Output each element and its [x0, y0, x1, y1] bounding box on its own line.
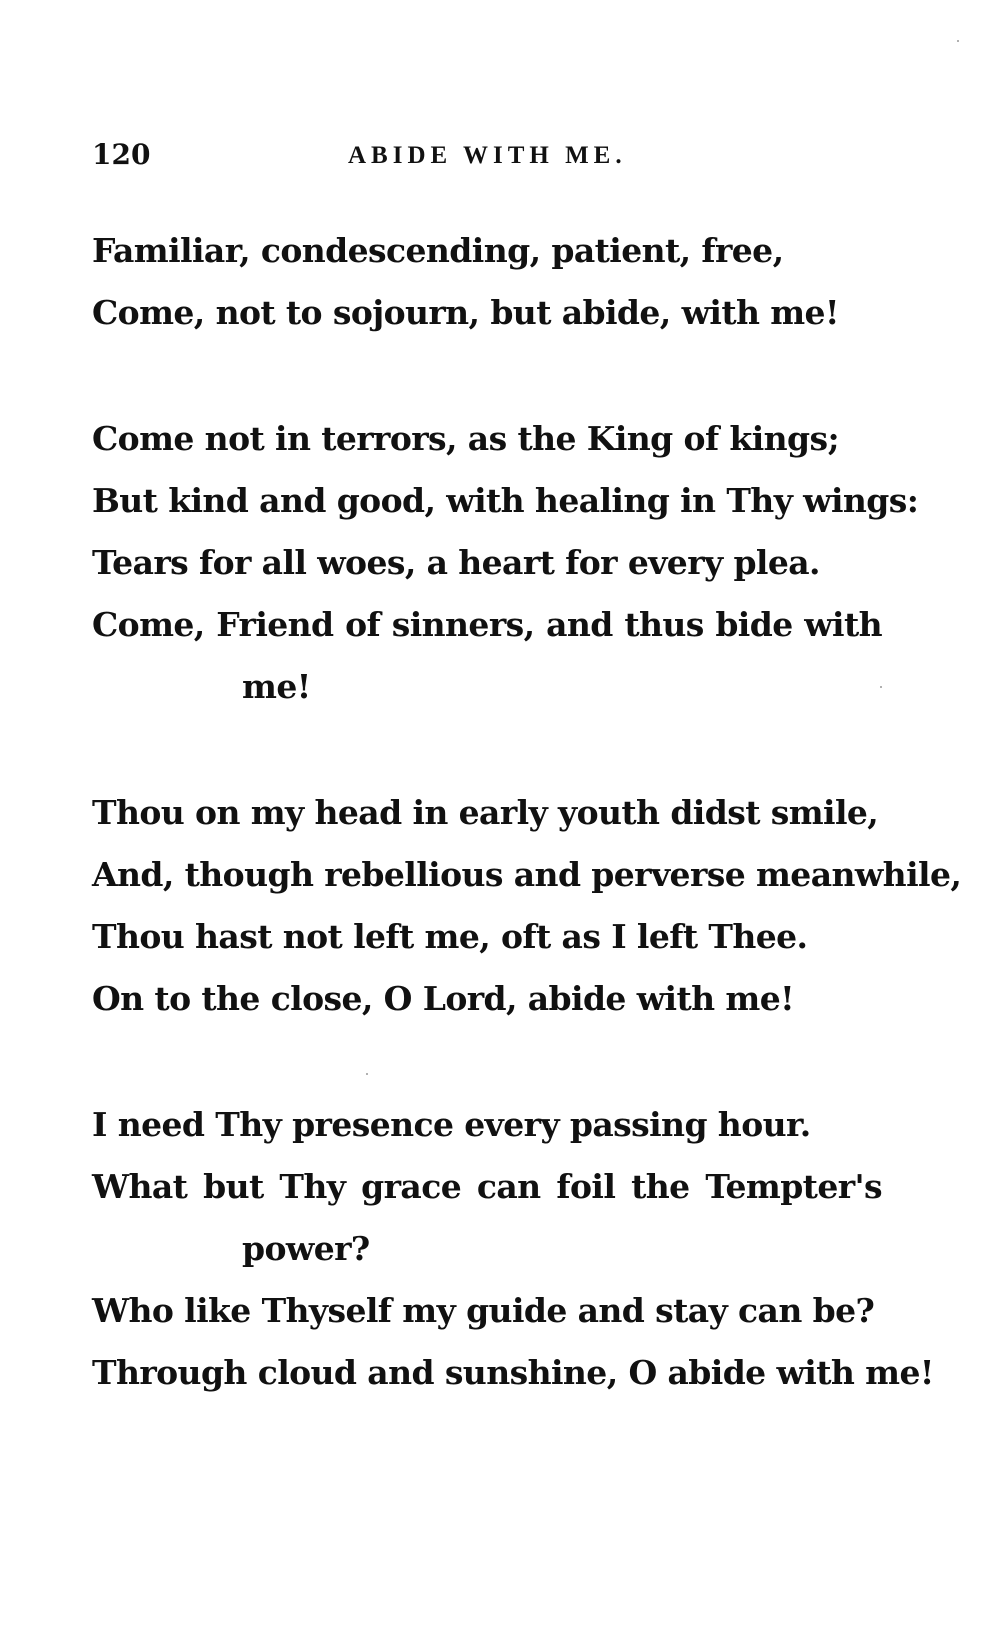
poem-line: Familiar, condescending, patient, free,: [92, 231, 784, 270]
poem-line: Thou hast not left me, oft as I left Thee.: [92, 917, 808, 956]
poem-line: But kind and good, with healing in Thy wings:: [92, 481, 919, 520]
stanza-gap: [92, 344, 892, 408]
page-header: [92, 138, 712, 178]
poem-line: On to the close, O Lord, abide with me!: [92, 979, 794, 1018]
poem-line: And, though rebellious and perverse meanwhile,: [92, 855, 962, 894]
page-number: 120: [92, 138, 151, 171]
poem-line: Come, not to sojourn, but abide, with me!: [92, 293, 839, 332]
scan-speck: [880, 686, 882, 688]
poem-text: [92, 220, 962, 1404]
stanza-3: [92, 782, 962, 1030]
stanza-gap: [92, 718, 892, 782]
poem-line: Come, Friend of sinners, and thus bide with: [92, 605, 882, 644]
stanza-4: [92, 1094, 934, 1404]
poem-line: Come not in terrors, as the King of kings;: [92, 419, 840, 458]
poem-line: I need Thy presence every passing hour.: [92, 1105, 811, 1144]
poem-line: Who like Thyself my guide and stay can be?: [92, 1291, 875, 1330]
running-title: ABIDE WITH ME.: [348, 142, 627, 169]
scan-speck: [366, 1073, 368, 1075]
stanza-gap: [92, 1030, 892, 1094]
poem-line: Through cloud and sunshine, O abide with me!: [92, 1353, 934, 1392]
poem-line: Tears for all woes, a heart for every plea.: [92, 543, 820, 582]
poem-line: Thou on my head in early youth didst smile,: [92, 793, 879, 832]
scan-speck: [957, 40, 959, 42]
stanza-1: [92, 220, 892, 344]
stanza-2: [92, 408, 919, 718]
poem-line: What but Thy grace can foil the Tempter's: [92, 1167, 882, 1206]
poem-line-continuation: power?: [242, 1229, 370, 1268]
poem-line-continuation: me!: [242, 667, 311, 706]
